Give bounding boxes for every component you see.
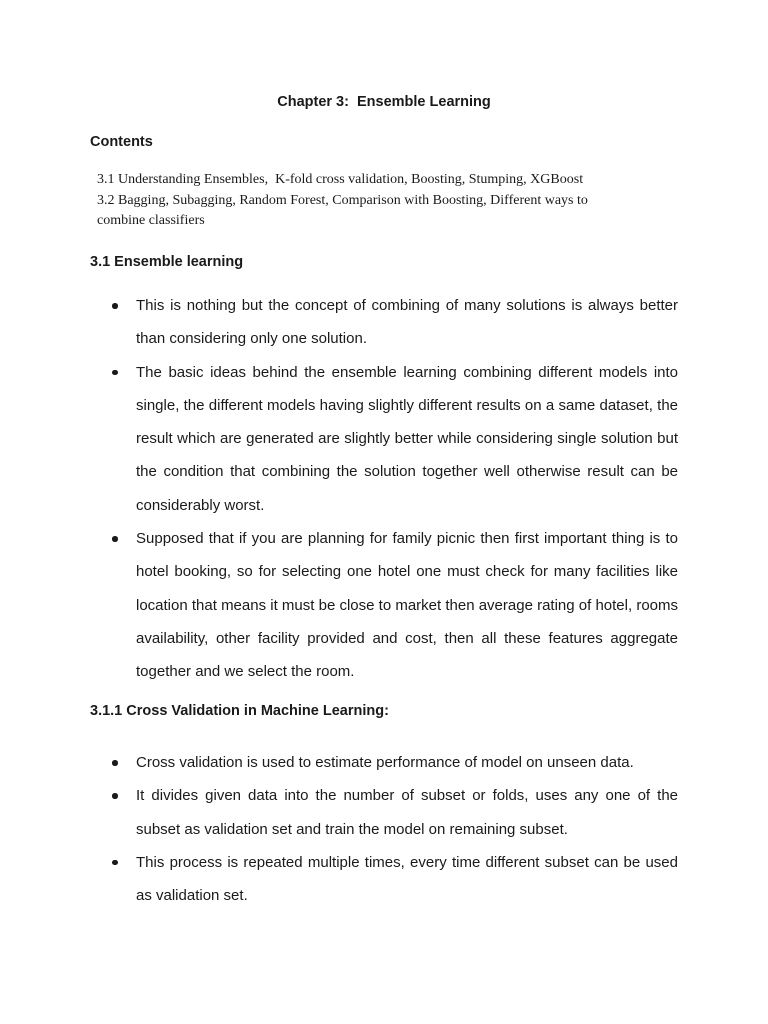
toc-line: combine classifiers [97, 213, 205, 228]
contents-heading: Contents [90, 134, 153, 150]
bullet-icon [112, 536, 118, 542]
list-item [112, 846, 678, 913]
bullet-list-3-1-1 [112, 746, 678, 912]
list-item [112, 746, 678, 779]
list-item-text: Cross validation is used to estimate performance of model on unseen data. [136, 754, 634, 771]
list-item-text: This process is repeated multiple times, every time different subset can be used as validation set. [136, 853, 678, 905]
section-heading-3-1-1: 3.1.1 Cross Validation in Machine Learning: [90, 703, 389, 719]
toc-line: 3.1 Understanding Ensembles, K-fold cross validation, Boosting, Stumping, XGBoost [97, 172, 584, 187]
bullet-list-3-1 [112, 289, 678, 689]
bullet-icon [112, 370, 118, 376]
section-heading-3-1: 3.1 Ensemble learning [90, 254, 244, 270]
toc-line: 3.2 Bagging, Subagging, Random Forest, Comparison with Boosting, Different ways to [97, 192, 588, 208]
list-item-text: Supposed that if you are planning for family picnic then first important thing is to hotel booking, so for selecting one hotel one must check for many facilities like location that means it must be close to market then average rating of hotel, rooms availability, other facility provided and cost, then all these features aggregate together and we select the room. [136, 530, 678, 681]
bullet-icon [112, 760, 118, 766]
list-item-text: It divides given data into the number of subset or folds, uses any one of the subset as validation set and train the model on remaining subset. [136, 787, 678, 838]
list-item [112, 289, 678, 356]
list-item [112, 522, 678, 688]
list-item-text: The basic ideas behind the ensemble learning combining different models into single, the different models having slightly different results on a same dataset, the result which are generated are slightly better while considering single solution but the condition that combining the solution together well otherwise result can be considerably worst. [136, 363, 678, 514]
table-of-contents [97, 170, 657, 232]
bullet-icon [112, 860, 118, 866]
list-item [112, 356, 678, 522]
bullet-icon [112, 793, 118, 799]
list-item [112, 779, 678, 846]
bullet-icon [112, 303, 118, 309]
list-item-text: This is nothing but the concept of combining of many solutions is always better than considering only one solution. [136, 297, 678, 348]
chapter-title: Chapter 3: Ensemble Learning [277, 94, 491, 110]
